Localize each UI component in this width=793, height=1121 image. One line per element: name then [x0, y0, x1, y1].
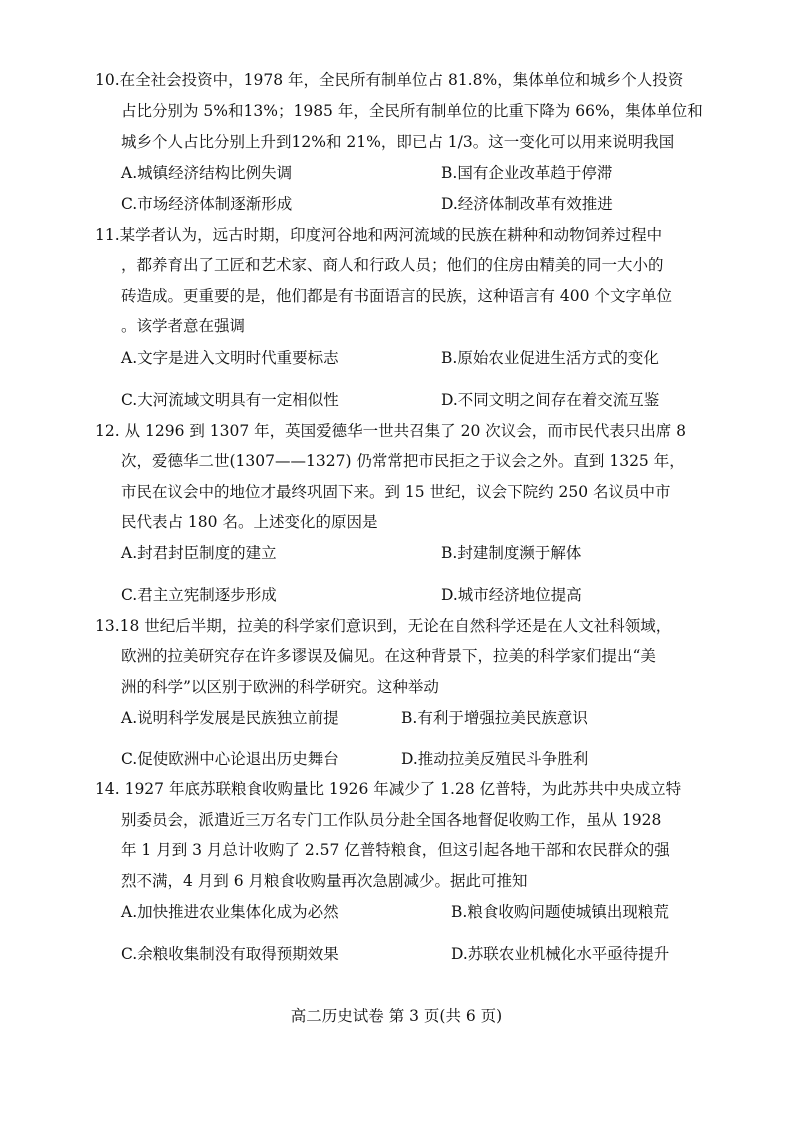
question-text-line: 别委员会，派遣近三万名专门工作队员分赴全国各地督促收购工作，虽从 1928	[121, 811, 662, 829]
question-text-line: 次，爱德华二世(1307——1327) 仍常常把市民拒之于议会之外。直到 1325 年，	[121, 452, 685, 470]
question-text-line: 。该学者意在强调	[121, 317, 246, 335]
question-text-line: 占比分别为 5%和13%；1985 年，全民所有制单位的比重下降为 66%，集体单位和	[121, 102, 703, 120]
option-a: A.说明科学发展是民族独立前提	[121, 709, 339, 727]
option-b: B.国有企业改革趋于停滞	[441, 164, 613, 182]
option-a: A.城镇经济结构比例失调	[121, 164, 293, 182]
option-b: B.粮食收购问题使城镇出现粮荒	[451, 903, 669, 921]
option-d: D.经济体制改革有效推进	[441, 195, 613, 213]
option-a: A.加快推进农业集体化成为必然	[121, 903, 339, 921]
option-a: A.封君封臣制度的建立	[121, 544, 277, 562]
question-text-line: 砖造成。更重要的是，他们都是有书面语言的民族，这种语言有 400 个文字单位	[121, 287, 672, 305]
option-a: A.文字是进入文明时代重要标志	[121, 349, 339, 367]
question-text-line: 13.18 世纪后半期，拉美的科学家们意识到，无论在自然科学还是在人文社科领域，	[95, 617, 672, 635]
option-d: D.推动拉美反殖民斗争胜利	[401, 750, 589, 768]
question-text-line: 12. 从 1296 到 1307 年，英国爱德华一世共召集了 20 次议会，而市民代表只出席 8	[95, 422, 687, 440]
question-text-line: 民代表占 180 名。上述变化的原因是	[121, 513, 378, 531]
option-c: C.余粮收集制没有取得预期效果	[121, 945, 339, 963]
option-b: B.原始农业促进生活方式的变化	[441, 349, 659, 367]
question-text-line: 11.某学者认为，远古时期，印度河谷地和两河流域的民族在耕种和动物饲养过程中	[95, 226, 663, 244]
option-d: D.城市经济地位提高	[441, 586, 582, 604]
question-text-line: 洲的科学”以区别于欧洲的科学研究。这种举动	[121, 678, 439, 696]
option-c: C.促使欧洲中心论退出历史舞台	[121, 750, 339, 768]
option-b: B.有利于增强拉美民族意识	[401, 709, 588, 727]
option-d: D.苏联农业机械化水平亟待提升	[451, 945, 670, 963]
question-text-line: 年 1 月到 3 月总计收购了 2.57 亿普特粮食，但这引起各地干部和农民群众的强	[121, 841, 670, 859]
option-c: C.君主立宪制逐步形成	[121, 586, 277, 604]
question-text-line: 烈不满，4 月到 6 月粮食收购量再次急剧减少。据此可推知	[121, 872, 528, 890]
question-text-line: 10.在全社会投资中，1978 年，全民所有制单位占 81.8%，集体单位和城乡个人投资	[95, 71, 684, 89]
question-text-line: ，都养育出了工匠和艺术家、商人和行政人员；他们的住房由精美的同一大小的	[121, 256, 664, 274]
question-text-line: 14. 1927 年底苏联粮食收购量比 1926 年减少了 1.28 亿普特，为此苏共中央成立特	[95, 780, 682, 798]
option-b: B.封建制度濒于解体	[441, 544, 582, 562]
option-c: C.市场经济体制逐渐形成	[121, 195, 293, 213]
option-c: C.大河流域文明具有一定相似性	[121, 391, 339, 409]
question-text-line: 欧洲的拉美研究存在许多谬误及偏见。在这种背景下，拉美的科学家们提出“美	[121, 647, 656, 665]
page-footer: 高二历史试卷 第 3 页(共 6 页)	[290, 1007, 503, 1025]
question-text-line: 市民在议会中的地位才最终巩固下来。到 15 世纪，议会下院约 250 名议员中市	[121, 483, 671, 501]
option-d: D.不同文明之间存在着交流互鉴	[441, 391, 660, 409]
question-text-line: 城乡个人占比分别上升到12%和 21%，即已占 1/3。这一变化可以用来说明我国	[121, 133, 675, 151]
